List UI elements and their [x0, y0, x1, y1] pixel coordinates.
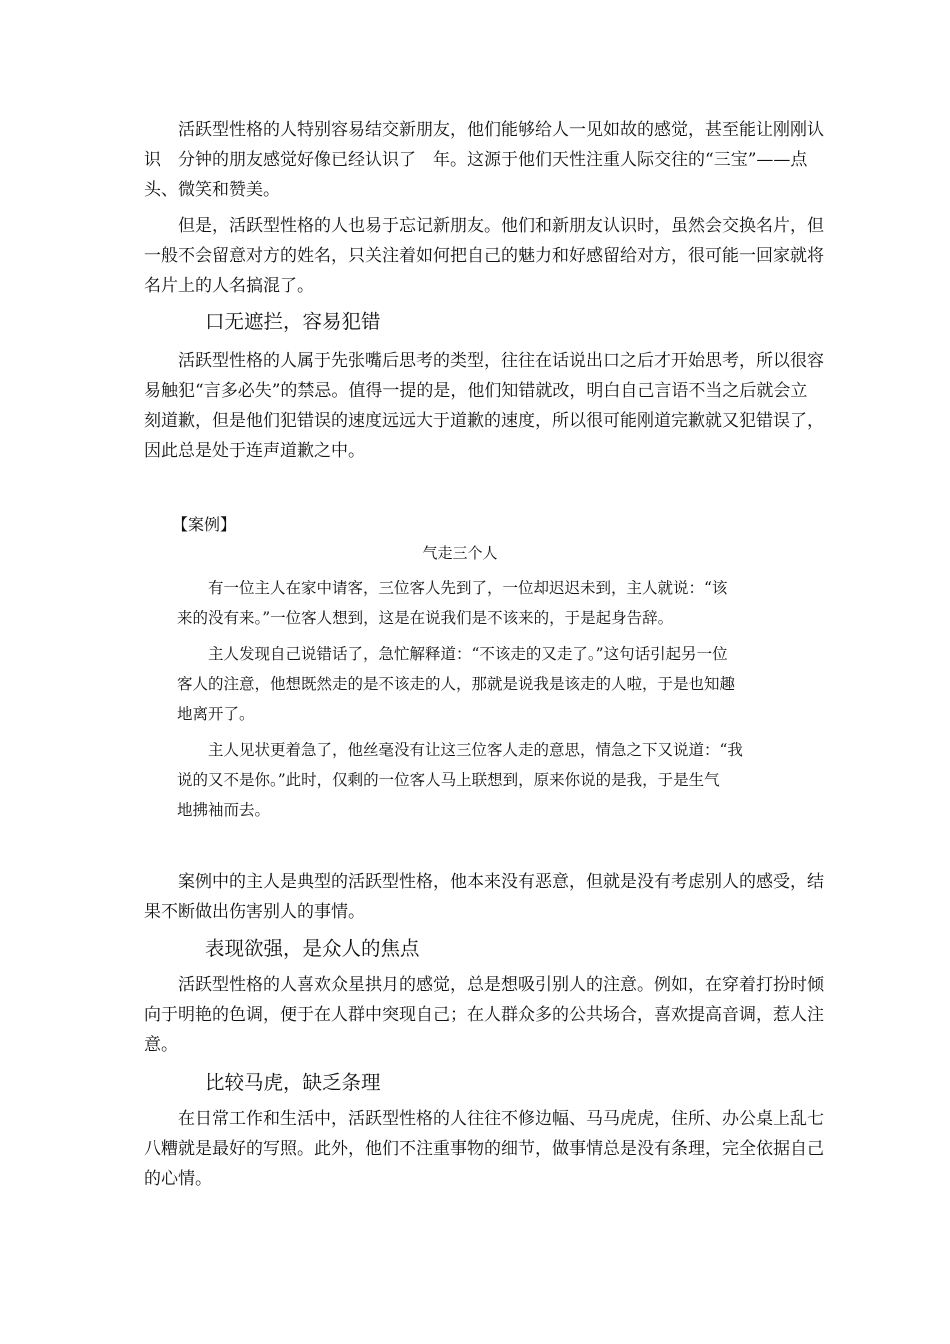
- text-line: 名片上的人名搞混了。: [144, 276, 314, 296]
- text-line: 的心情。: [144, 1169, 212, 1189]
- text-line: 案例中的主人是典型的活跃型性格，他本来没有恶意，但就是没有考虑别人的感受，结: [144, 872, 824, 892]
- text-line: 主人发现自己说错话了，急忙解释道：“不该走的又走了。”这句话引起另一位: [177, 645, 728, 663]
- paragraph-speak-first: [144, 346, 824, 466]
- paragraph-forget-names: [144, 211, 824, 301]
- text-line: 头、微笑和赞美。: [144, 180, 280, 200]
- text-line: 一般不会留意对方的姓名，只关注着如何把自己的魅力和好感留给对方，很可能一回家就将: [144, 246, 824, 266]
- case-story: [177, 573, 787, 825]
- section-heading: 口无遮拦，容易犯错: [205, 310, 381, 333]
- case-label: 【案例】: [172, 515, 237, 534]
- paragraph-careless: [144, 1104, 824, 1194]
- text-line: 但是，活跃型性格的人也易于忘记新朋友。他们和新朋友认识时，虽然会交换名片，但: [144, 216, 824, 236]
- text-line: 果不断做出伤害别人的事情。: [144, 902, 365, 922]
- paragraph-case-analysis: [144, 867, 824, 927]
- paragraph-social: [144, 115, 824, 205]
- text-line: 主人见状更着急了，他丝毫没有让这三位客人走的意思，情急之下又说道：“我: [177, 741, 743, 759]
- text-line: 八糟就是最好的写照。此外，他们不注重事物的细节，做事情总是没有条理，完全依据自己: [144, 1139, 824, 1159]
- text-line: 意。: [144, 1035, 178, 1055]
- text-line: 识 分钟的朋友感觉好像已经认识了 年。这源于他们天性注重人际交往的“三宝”——点: [144, 150, 808, 170]
- text-line: 易触犯“言多必失”的禁忌。值得一提的是，他们知错就改，明白自己言语不当之后就会立: [144, 381, 808, 401]
- text-line: 向于明艳的色调，便于在人群中突现自己；在人群众多的公共场合，喜欢提高音调，惹人注: [144, 1005, 824, 1025]
- text-line: 有一位主人在家中请客，三位客人先到了，一位却迟迟未到，主人就说：“该: [177, 579, 728, 597]
- text-line: 说的又不是你。”此时，仅剩的一位客人马上联想到，原来你说的是我，于是生气: [177, 771, 720, 789]
- text-line: 来的没有来。”一位客人想到，这是在说我们是不该来的，于是起身告辞。: [177, 609, 674, 627]
- text-line: 地离开了。: [177, 705, 255, 723]
- text-line: 在日常工作和生活中，活跃型性格的人往往不修边幅、马马虎虎，住所、办公桌上乱七: [144, 1109, 824, 1129]
- section-heading: 比较马虎，缺乏条理: [205, 1071, 381, 1094]
- text-line: 刻道歉，但是他们犯错误的速度远远大于道歉的速度，所以很可能刚道完歉就又犯错误了，: [144, 411, 824, 431]
- paragraph-attention: [144, 970, 824, 1060]
- text-line: 活跃型性格的人喜欢众星拱月的感觉，总是想吸引别人的注意。例如，在穿着打扮时倾: [144, 975, 824, 995]
- section-heading: 表现欲强，是众人的焦点: [205, 937, 420, 960]
- text-line: 地拂袖而去。: [177, 801, 271, 819]
- text-line: 因此总是处于连声道歉之中。: [144, 441, 365, 461]
- case-title: 气走三个人: [422, 544, 498, 562]
- text-line: 活跃型性格的人特别容易结交新朋友，他们能够给人一见如故的感觉，甚至能让刚刚认: [144, 120, 824, 140]
- text-line: 客人的注意，他想既然走的是不该走的人，那就是说我是该走的人啦，于是也知趣: [177, 675, 736, 693]
- text-line: 活跃型性格的人属于先张嘴后思考的类型，往往在话说出口之后才开始思考，所以很容: [144, 351, 824, 371]
